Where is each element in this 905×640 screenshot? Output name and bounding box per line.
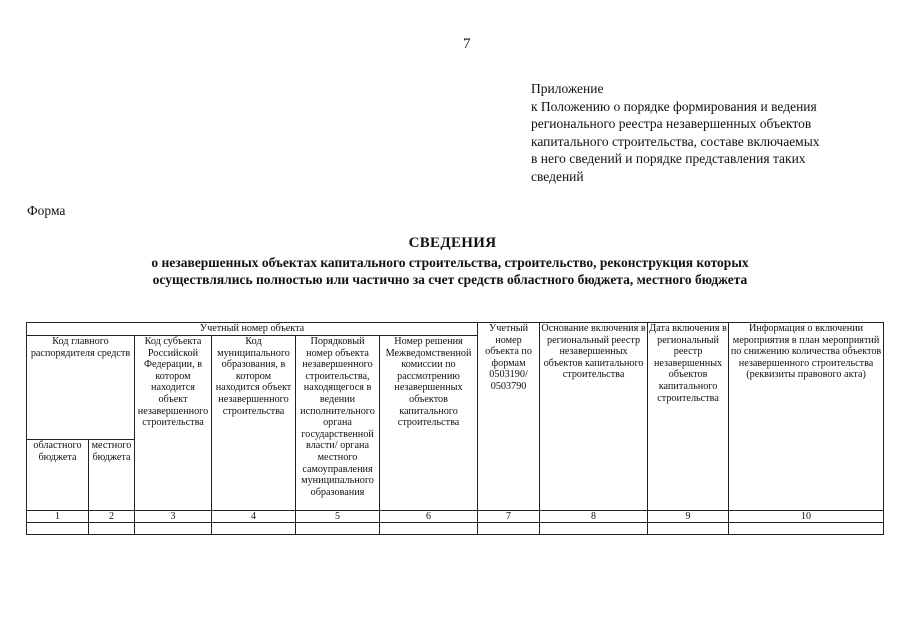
- column-number: 4: [212, 511, 296, 523]
- form-label: Форма: [27, 203, 66, 218]
- group-header: Учетный номер объекта: [27, 323, 478, 336]
- col-date-header: Дата включения в региональный реестр незавершенных объектов капитального строительства: [648, 323, 729, 511]
- col-subject-header: Код субъекта Российской Федерации, в котором находится объект незавершенного строительства: [135, 336, 212, 511]
- table-cell: [540, 523, 648, 535]
- col-decision-header: Номер решения Межведомственной комиссии по рассмотрению незавершенных объектов капитального строительства: [380, 336, 478, 511]
- col-local-header: местного бюджета: [89, 440, 135, 511]
- column-number: 5: [296, 511, 380, 523]
- table-row: [27, 523, 884, 535]
- col-regional-header: областного бюджета: [27, 440, 89, 511]
- column-number: 10: [729, 511, 884, 523]
- column-number: 7: [478, 511, 540, 523]
- column-number: 3: [135, 511, 212, 523]
- table-cell: [380, 523, 478, 535]
- appendix-line: к Положению о порядке формирования и ведения: [531, 98, 817, 114]
- appendix-block: [531, 80, 871, 186]
- subtitle-line-1: о незавершенных объектах капитального строительства, строительство, реконструкция которых: [151, 255, 749, 270]
- table-cell: [478, 523, 540, 535]
- table-cell: [296, 523, 380, 535]
- col-main-code-header: Код главного распорядителя средств: [27, 336, 135, 440]
- column-number: 1: [27, 511, 89, 523]
- document-subtitle: [100, 254, 800, 288]
- document-title: СВЕДЕНИЯ: [408, 235, 497, 251]
- column-number: 9: [648, 511, 729, 523]
- appendix-line: сведений: [531, 168, 584, 184]
- appendix-line: капитального строительства, составе включаемых: [531, 133, 820, 149]
- table-cell: [648, 523, 729, 535]
- subtitle-line-2: осуществлялись полностью или частично за счет средств областного бюджета, местного бюджета: [152, 272, 748, 287]
- col-basis-header: Основание включения в региональный реестр незавершенных объектов капитального строительства: [540, 323, 648, 511]
- table-cell: [729, 523, 884, 535]
- col-serial-header: Порядковый номер объекта незавершенного строительства, находящегося в ведении исполнительного органа государственной власти/ органа местного самоуправления муниципального образования: [296, 336, 380, 511]
- appendix-title: Приложение: [531, 81, 604, 96]
- col-info-header: Информация о включении мероприятия в план мероприятий по снижению количества объектов незавершенного строительства (реквизиты правового акта): [729, 323, 884, 511]
- table-cell: [135, 523, 212, 535]
- col-municipal-header: Код муниципального образования, в котором находится объект незавершенного строительства: [212, 336, 296, 511]
- column-number: 6: [380, 511, 478, 523]
- table-cell: [212, 523, 296, 535]
- page-number: 7: [463, 36, 471, 52]
- column-number: 8: [540, 511, 648, 523]
- form-table: [26, 322, 884, 535]
- col-account-header: Учетный номер объекта по формам 0503190/ 0503790: [478, 323, 540, 511]
- column-number: 2: [89, 511, 135, 523]
- table-cell: [89, 523, 135, 535]
- table-cell: [27, 523, 89, 535]
- appendix-line: регионального реестра незавершенных объектов: [531, 116, 812, 132]
- appendix-line: в него сведений и порядке представления таких: [531, 151, 806, 167]
